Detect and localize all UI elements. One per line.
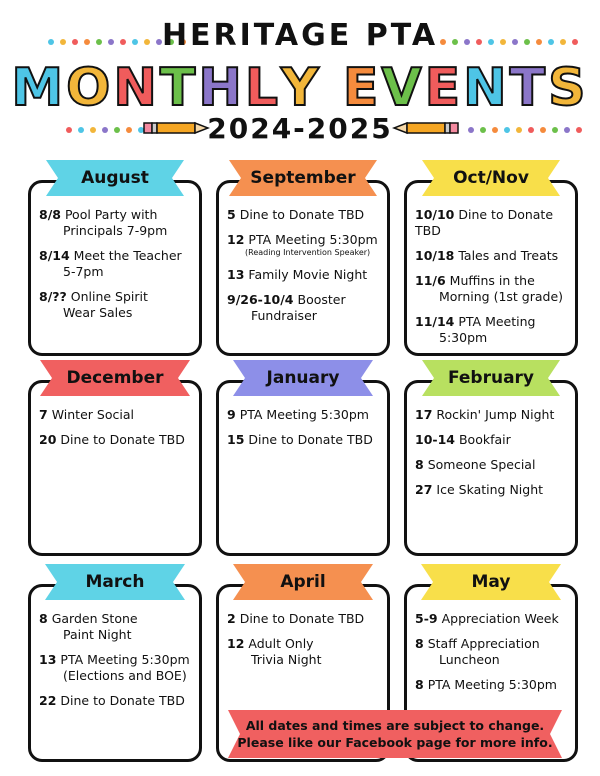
event-text: Meet the Teacher — [73, 248, 182, 263]
event-text: PTA Meeting 5:30pm — [427, 677, 557, 692]
org-name: HERITAGE PTA — [161, 18, 439, 53]
event-item — [415, 407, 569, 423]
right-dots-bottom — [468, 127, 582, 133]
title-letter — [322, 58, 343, 118]
event-text: Appreciation Week — [441, 611, 559, 626]
dot — [576, 127, 582, 133]
event-date: 12 — [227, 636, 245, 651]
event-text: Ice Skating Night — [436, 482, 544, 497]
event-item — [39, 652, 193, 684]
title-letter: N — [113, 58, 160, 118]
title-letter: M — [11, 58, 67, 118]
event-item — [227, 292, 381, 324]
event-date: 8 — [415, 457, 424, 472]
dot — [572, 39, 578, 45]
event-item — [227, 432, 381, 448]
month-card-december — [28, 380, 202, 556]
event-text: Dine to Donate TBD — [239, 207, 365, 222]
dot — [516, 127, 522, 133]
event-date: 8 — [39, 611, 48, 626]
event-date: 11/6 — [415, 273, 446, 288]
event-text: Someone Special — [427, 457, 536, 472]
month-card-february — [404, 380, 578, 556]
month-name: February — [447, 368, 535, 388]
event-item — [227, 611, 381, 627]
event-text: Garden Stone — [51, 611, 138, 626]
dot — [452, 39, 458, 45]
event-date: 17 — [415, 407, 433, 422]
pencil-right-icon — [392, 120, 462, 136]
event-date: 22 — [39, 693, 57, 708]
event-item — [415, 457, 569, 473]
month-ribbon — [422, 360, 560, 396]
event-item — [39, 248, 193, 280]
month-card-september — [216, 180, 390, 356]
event-text-line2: 5:30pm — [439, 330, 488, 345]
event-list — [415, 611, 569, 702]
title-letter: L — [244, 58, 282, 118]
event-date: 7 — [39, 407, 48, 422]
footer-line-1: All dates and times are subject to change. — [245, 718, 545, 733]
title-letter: E — [342, 58, 382, 118]
dot — [504, 127, 510, 133]
page-title — [0, 58, 600, 118]
event-text: PTA Meeting 5:30pm — [239, 407, 369, 422]
event-text-line2: (Elections and BOE) — [63, 668, 187, 683]
month-name: January — [266, 368, 340, 388]
event-list — [227, 611, 381, 677]
event-item — [39, 693, 193, 709]
event-date: 8/8 — [39, 207, 61, 222]
event-date: 13 — [39, 652, 57, 667]
event-item — [415, 677, 569, 693]
event-date: 10/18 — [415, 248, 455, 263]
dot — [480, 127, 486, 133]
event-text: PTA Meeting 5:30pm — [248, 232, 378, 247]
school-year: 2024-2025 — [207, 112, 393, 145]
event-item — [415, 314, 569, 346]
event-list — [415, 407, 569, 507]
dot — [552, 127, 558, 133]
event-text-line2: Wear Sales — [63, 305, 133, 320]
event-text: Dine to Donate TBD — [415, 207, 554, 238]
event-date: 2 — [227, 611, 236, 626]
event-text: Booster — [297, 292, 346, 307]
event-item — [39, 207, 193, 239]
event-item — [39, 432, 193, 448]
event-date: 20 — [39, 432, 57, 447]
event-date: 12 — [227, 232, 245, 247]
event-item — [415, 248, 569, 264]
month-ribbon — [233, 360, 373, 396]
month-card-march — [28, 584, 202, 762]
dot — [524, 39, 530, 45]
dot — [440, 39, 446, 45]
event-text: Adult Only — [248, 636, 314, 651]
event-list — [227, 207, 381, 333]
dot — [540, 127, 546, 133]
event-item — [227, 407, 381, 423]
event-text: Dine to Donate TBD — [60, 693, 185, 708]
event-text: Pool Party with — [64, 207, 158, 222]
event-text: Rockin' Jump Night — [436, 407, 555, 422]
month-name: April — [280, 572, 326, 592]
event-list — [39, 407, 193, 457]
month-card-august — [28, 180, 202, 356]
event-date: 9 — [227, 407, 236, 422]
dot — [560, 39, 566, 45]
event-text: Family Movie Night — [248, 267, 368, 282]
event-item — [415, 273, 569, 305]
event-item — [227, 636, 381, 668]
title-letter: V — [381, 58, 425, 118]
event-date: 10/10 — [415, 207, 455, 222]
month-ribbon — [45, 564, 185, 600]
event-text: PTA Meeting — [458, 314, 536, 329]
event-text-line2: Luncheon — [439, 652, 500, 667]
event-text: Dine to Donate TBD — [239, 611, 365, 626]
dot — [488, 39, 494, 45]
dot — [464, 39, 470, 45]
event-text: Tales and Treats — [458, 248, 559, 263]
event-text: Muffins in the — [449, 273, 535, 288]
event-text: PTA Meeting 5:30pm — [60, 652, 190, 667]
event-date: 8 — [415, 636, 424, 651]
event-date: 11/14 — [415, 314, 455, 329]
month-ribbon — [233, 564, 373, 600]
event-text-line2: Trivia Night — [251, 652, 322, 667]
event-item — [227, 232, 381, 258]
event-date: 15 — [227, 432, 245, 447]
event-text-line2: Fundraiser — [251, 308, 317, 323]
event-list — [39, 611, 193, 718]
event-date: 8 — [415, 677, 424, 692]
event-date: 9/26-10/4 — [227, 292, 294, 307]
title-letter: N — [463, 58, 510, 118]
dot — [476, 39, 482, 45]
month-ribbon — [421, 564, 561, 600]
month-name: December — [66, 368, 164, 388]
event-text: Online Spirit — [70, 289, 148, 304]
event-item — [227, 207, 381, 223]
event-text: Bookfair — [458, 432, 511, 447]
event-item — [415, 611, 569, 627]
event-date: 27 — [415, 482, 433, 497]
event-item — [39, 611, 193, 643]
title-letter: O — [66, 58, 114, 118]
event-text: Dine to Donate TBD — [60, 432, 185, 447]
title-letter: S — [548, 58, 589, 118]
right-dots-top — [440, 39, 578, 45]
footer-line-2: Please like our Facebook page for more info. — [237, 735, 553, 750]
dot — [536, 39, 542, 45]
title-letter: T — [159, 58, 199, 118]
event-item — [39, 407, 193, 423]
dot — [528, 127, 534, 133]
event-subtext: (Reading Intervention Speaker) — [245, 248, 371, 257]
month-name: August — [81, 168, 149, 188]
month-ribbon — [40, 360, 190, 396]
month-ribbon — [229, 160, 377, 196]
month-name: May — [471, 572, 511, 592]
event-item — [227, 267, 381, 283]
event-item — [415, 207, 569, 239]
dot — [492, 127, 498, 133]
event-text: Staff Appreciation — [427, 636, 540, 651]
title-letter: Y — [281, 58, 322, 118]
event-item — [39, 289, 193, 321]
month-card-january — [216, 380, 390, 556]
event-list — [227, 407, 381, 457]
event-item — [415, 432, 569, 448]
event-text-line2: Paint Night — [63, 627, 132, 642]
dot — [500, 39, 506, 45]
month-name: Oct/Nov — [453, 168, 529, 188]
event-text: Winter Social — [51, 407, 134, 422]
event-text-line2: Morning (1st grade) — [439, 289, 564, 304]
event-date: 10-14 — [415, 432, 455, 447]
event-text-line2: 5-7pm — [63, 264, 104, 279]
event-list — [39, 207, 193, 330]
title-letter: E — [424, 58, 464, 118]
month-card-oct-nov — [404, 180, 578, 356]
event-date: 8/14 — [39, 248, 70, 263]
event-date: 13 — [227, 267, 245, 282]
event-date: 8/?? — [39, 289, 67, 304]
event-list — [415, 207, 569, 355]
dot — [548, 39, 554, 45]
event-text: Dine to Donate TBD — [248, 432, 373, 447]
event-date: 5 — [227, 207, 236, 222]
event-date: 5-9 — [415, 611, 438, 626]
event-item — [415, 636, 569, 668]
month-ribbon — [422, 160, 560, 196]
dot — [512, 39, 518, 45]
event-text-line2: Principals 7-9pm — [63, 223, 168, 238]
dot — [468, 127, 474, 133]
title-letter: H — [198, 58, 245, 118]
title-letter: T — [509, 58, 549, 118]
month-name: March — [85, 572, 145, 592]
footer-banner — [228, 708, 562, 760]
dot — [564, 127, 570, 133]
event-item — [415, 482, 569, 498]
month-name: September — [250, 168, 356, 188]
month-ribbon — [46, 160, 184, 196]
